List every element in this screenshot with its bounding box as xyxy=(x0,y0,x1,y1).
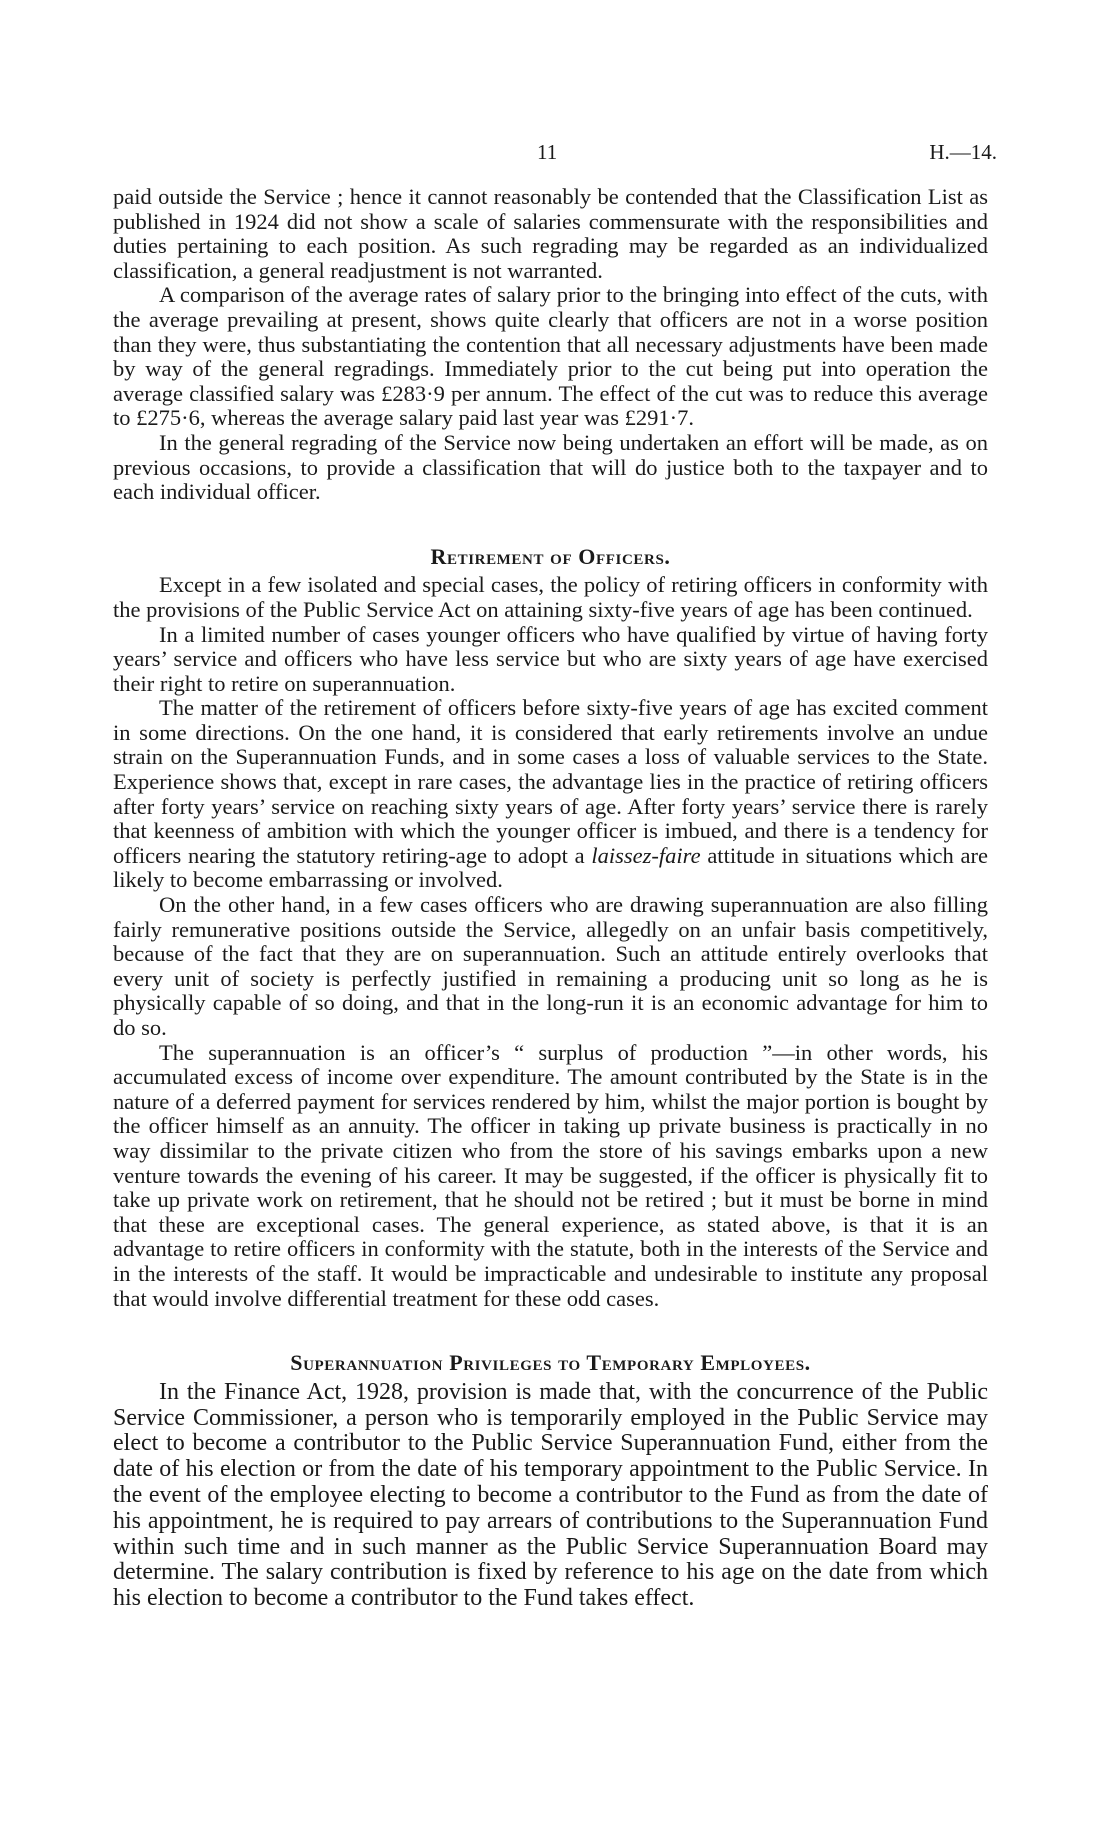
paragraph-superannuation: In the Finance Act, 1928, provision is made that, with the concurrence of the Public Service Commissioner, a person who is temporarily employed in the Public Service may elect to become a contributor to the Public Service Superannuation Fund, either from the date of his election or from the date of his temporary appointment to the Public Service. In the event of the employee electing to become a contributor to the Fund as from the date of his appointment, he is required to pay arrears of contributions to the Superannuation Fund within such time and in such manner as the Public Service Superannuation Board may determine. The salary contribution is fixed by reference to his age on the date from which his election to become a contributor to the Fund takes effect. xyxy=(113,1378,988,1612)
paragraph-retirement-3-start: The matter of the retirement of officers before sixty-five years of age has excited comment in some directions. On the one hand, it is considered that early retirements involve an undue strain on the Superannuation Funds, and in some cases a loss of valuable services to the State. Experience shows that, except in rare cases, the advantage lies in the practice of retiring officers after forty years’ service on reaching sixty years of age. After forty years’ service there is rarely that keenness of ambition with which the younger officer is imbued, and there is a tendency for officers nearing the statutory retiring-age to adopt a xyxy=(113,695,988,868)
section-heading-superannuation: Superannuation Privileges to Temporary Employees. xyxy=(290,1350,811,1376)
paragraph-retirement-1: Except in a few isolated and special cases, the policy of retiring officers in conformity with the provisions of the Public Service Act on attaining sixty-five years of age has been continued. xyxy=(113,572,988,622)
paragraph-retirement-3-end: attitude in situations which are likely to become embarrassing or involved. xyxy=(113,842,989,893)
section-heading-retirement: Retirement of Officers. xyxy=(430,543,671,569)
page-number: 11 xyxy=(537,140,558,164)
italic-term: laissez-faire xyxy=(591,842,701,868)
paragraph-retirement-5: The superannuation is an officer’s “ surplus of production ”—in other words, his accumulated excess of income over expenditure. The amount contributed by the State is in the nature of a deferred payment for services rendered by him, whilst the major portion is bought by the officer himself as an annuity. The officer in taking up private business is practically in no way dissimilar to the private citizen who from the store of his savings embarks upon a new venture towards the evening of his career. It may be suggested, if the officer is physically fit to take up private work on retirement, that he should not be retired ; but it must be borne in mind that these are exceptional cases. The general experience, as stated above, is that it is an advantage to retire officers in conformity with the statute, both in the interests of the Service and in the interests of the staff. It would be impracticable and undesirable to institute any proposal that would involve differential treatment for these odd cases. xyxy=(113,1039,988,1311)
document-reference: H.—14. xyxy=(929,140,997,164)
document-body xyxy=(113,185,988,1612)
paragraph-retirement-3 xyxy=(113,696,988,893)
paragraph-intro-3: In the general regrading of the Service now being undertaken an effort will be made, as on previous occasions, to provide a classification that will do justice both to the taxpayer and to each individual officer. xyxy=(113,429,988,505)
paragraph-retirement-2: In a limited number of cases younger officers who have qualified by virtue of having forty years’ service and officers who have less service but who are sixty years of age have exercised their right to retire on superannuation. xyxy=(113,621,988,696)
paragraph-intro-2: A comparison of the average rates of salary prior to the bringing into effect of the cuts, with the average prevailing at present, shows quite clearly that officers are not in a worse position than they were, thus substantiating the contention that all necessary adjustments have been made by way of the general regradings. Immediately prior to the cut being put into operation the average classified salary was £283·9 per annum. The effect of the cut was to reduce this average to £275·6, whereas the average salary paid last year was £291·7. xyxy=(113,282,988,431)
paragraph-intro-1: paid outside the Service ; hence it cannot reasonably be contended that the Classification List as published in 1924 did not show a scale of salaries commensurate with the responsibilities and duties pertaining to each position. As such regrading may be regarded as an individualized classification, a general readjustment is not warranted. xyxy=(113,184,988,283)
paragraph-retirement-4: On the other hand, in a few cases officers who are drawing superannuation are also filling fairly remunerative positions outside the Service, allegedly on an unfair basis competitively, because of the fact that they are on superannuation. Such an attitude entirely overlooks that every unit of society is perfectly justified in remaining a producing unit so long as he is physically capable of so doing, and that in the long-run it is an economic advantage for him to do so. xyxy=(113,892,988,1040)
